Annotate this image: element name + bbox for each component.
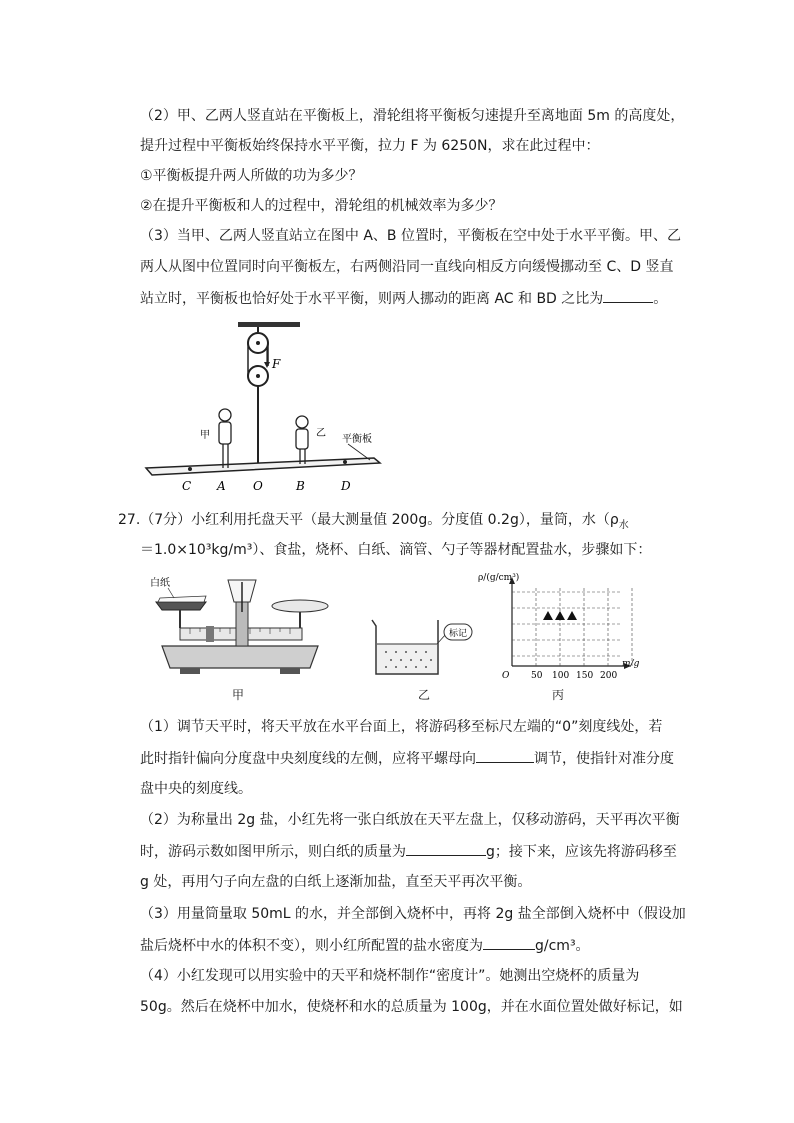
q27-intro-text: 27.（7分）小红利用托盘天平（最大测量值 200g。分度值 0.2g），量筒，水（ρ — [118, 512, 619, 528]
figure-yi-caption: 乙 — [418, 688, 431, 702]
chart-x-tick: 50 — [531, 671, 543, 681]
answer-blank-density[interactable] — [483, 935, 535, 950]
right-pan — [272, 600, 328, 612]
chart-data-point — [543, 611, 553, 620]
chart-x-tick: 100 — [552, 671, 570, 681]
q27-part1-line2 — [140, 748, 674, 769]
force-label: F — [272, 357, 281, 371]
rho-subscript: 水 — [618, 519, 629, 531]
q26-part2-sub2: ②在提升平衡板和人的过程中，滑轮组的机械效率为多少？ — [140, 198, 503, 214]
q26-part3-end: 。 — [653, 291, 668, 307]
scale-base — [162, 646, 318, 668]
q27-part4-line1: （4）小红发现可以用实验中的天平和烧杯制作“密度计”。她测出空烧杯的质量为 — [140, 968, 640, 984]
point-d-label: D — [341, 479, 351, 493]
beaker-figure — [366, 612, 476, 682]
board-label: 平衡板 — [342, 434, 372, 445]
balance-board-figure — [130, 318, 390, 496]
chart-x-tick: 150 — [576, 671, 594, 681]
q26-part3-line1: （3）当甲、乙两人竖直站立在图中 A、B 位置时，平衡板在空中处于水平平衡。甲、乙 — [140, 228, 681, 244]
q26-part3-text: 站立时，平衡板也恰好处于水平平衡，则两人挪动的距离 AC 和 BD 之比为 — [140, 291, 604, 307]
chart-origin-label: O — [502, 671, 510, 681]
person-yi — [296, 416, 308, 464]
q27-part1-line1: （1）调节天平时，将天平放在水平台面上，将游码移至标尺左端的“0”刻度线处，若 — [140, 719, 663, 735]
q27-intro-line1 — [118, 510, 629, 536]
chart-x-tick: 200 — [600, 671, 618, 681]
answer-blank-ratio[interactable] — [603, 288, 653, 303]
q26-part3-line3 — [140, 288, 667, 309]
q27-part1-text-end: 调节，使指针对准分度 — [534, 751, 674, 767]
q27-part2-text: 时，游码示数如图甲所示，则白纸的质量为 — [140, 844, 406, 860]
q27-intro-line2: ＝1.0×10³kg/m³）、食盐，烧杯、白纸、滴管、勺子等器材配置盐水，步骤如下： — [140, 542, 652, 558]
chart-data-point — [555, 611, 565, 620]
balance-scale-figure — [150, 572, 330, 682]
chart-y-label: ρ/(g/cm³) — [478, 573, 520, 583]
q26-part3-line2: 两人从图中位置同时向平衡板左，右两侧沿同一直线向相反方向缓慢挪动至 C、D 竖直 — [140, 259, 674, 275]
q26-part2-line1: （2）甲、乙两人竖直站在平衡板上，滑轮组将平衡板匀速提升至离地面 5m 的高度处， — [140, 108, 685, 124]
chart-data-point — [567, 611, 577, 620]
density-mass-chart — [478, 566, 648, 686]
q27-part2-line1: （2）为称量出 2g 盐，小红先将一张白纸放在天平左盘上，仅移动游码，天平再次平衡 — [140, 812, 680, 828]
q27-part1-line3: 盘中央的刻度线。 — [140, 781, 252, 797]
answer-blank-paper-mass[interactable] — [406, 841, 486, 856]
point-o-label: O — [253, 479, 263, 493]
q27-part3-line2 — [140, 935, 590, 956]
q26-part2-sub1: ①平衡板提升两人所做的功为多少？ — [140, 168, 363, 184]
q27-part2-line3: g 处，再用勺子向左盘的白纸上逐渐加盐，直至天平再次平衡。 — [140, 874, 532, 890]
white-paper — [158, 596, 206, 602]
q27-part4-line2: 50g。然后在烧杯中加水，使烧杯和水的总质量为 100g，并在水面位置处做好标记，如 — [140, 999, 683, 1015]
q27-part3-text: 盐后烧杯中水的体积不变），则小红所配置的盐水密度为 — [140, 938, 483, 954]
mark-label: 标记 — [449, 629, 468, 639]
q27-part3-line1: （3）用量筒量取 50mL 的水，并全部倒入烧杯中，再将 2g 盐全部倒入烧杯中（假设加 — [140, 906, 686, 922]
point-c-label: C — [182, 479, 192, 493]
figure-bing-caption: 丙 — [552, 688, 565, 702]
paper-label: 白纸 — [150, 578, 170, 589]
ceiling-bar — [238, 322, 300, 327]
answer-blank-direction[interactable] — [476, 748, 534, 763]
q27-part2-text-end: g；接下来，应该先将游码移至 — [486, 844, 677, 860]
q27-part3-text-end: g/cm³。 — [535, 938, 590, 954]
q27-part1-text: 此时指针偏向分度盘中央刻度线的左侧，应将平螺母向 — [140, 751, 476, 767]
chart-x-label: m/g — [622, 659, 640, 669]
person-jia — [219, 409, 231, 468]
figure-jia-caption: 甲 — [232, 688, 245, 702]
person-yi-label: 乙 — [316, 428, 326, 439]
rider-slider — [206, 626, 214, 642]
person-jia-label: 甲 — [200, 430, 210, 441]
point-b-label: B — [296, 479, 305, 493]
chart-grid — [512, 588, 632, 666]
q26-part2-line2: 提升过程中平衡板始终保持水平平衡，拉力 F 为 6250N，求在此过程中： — [140, 138, 600, 154]
point-a-label: A — [217, 479, 226, 493]
left-pan — [156, 602, 206, 610]
q27-part2-line2 — [140, 841, 677, 862]
